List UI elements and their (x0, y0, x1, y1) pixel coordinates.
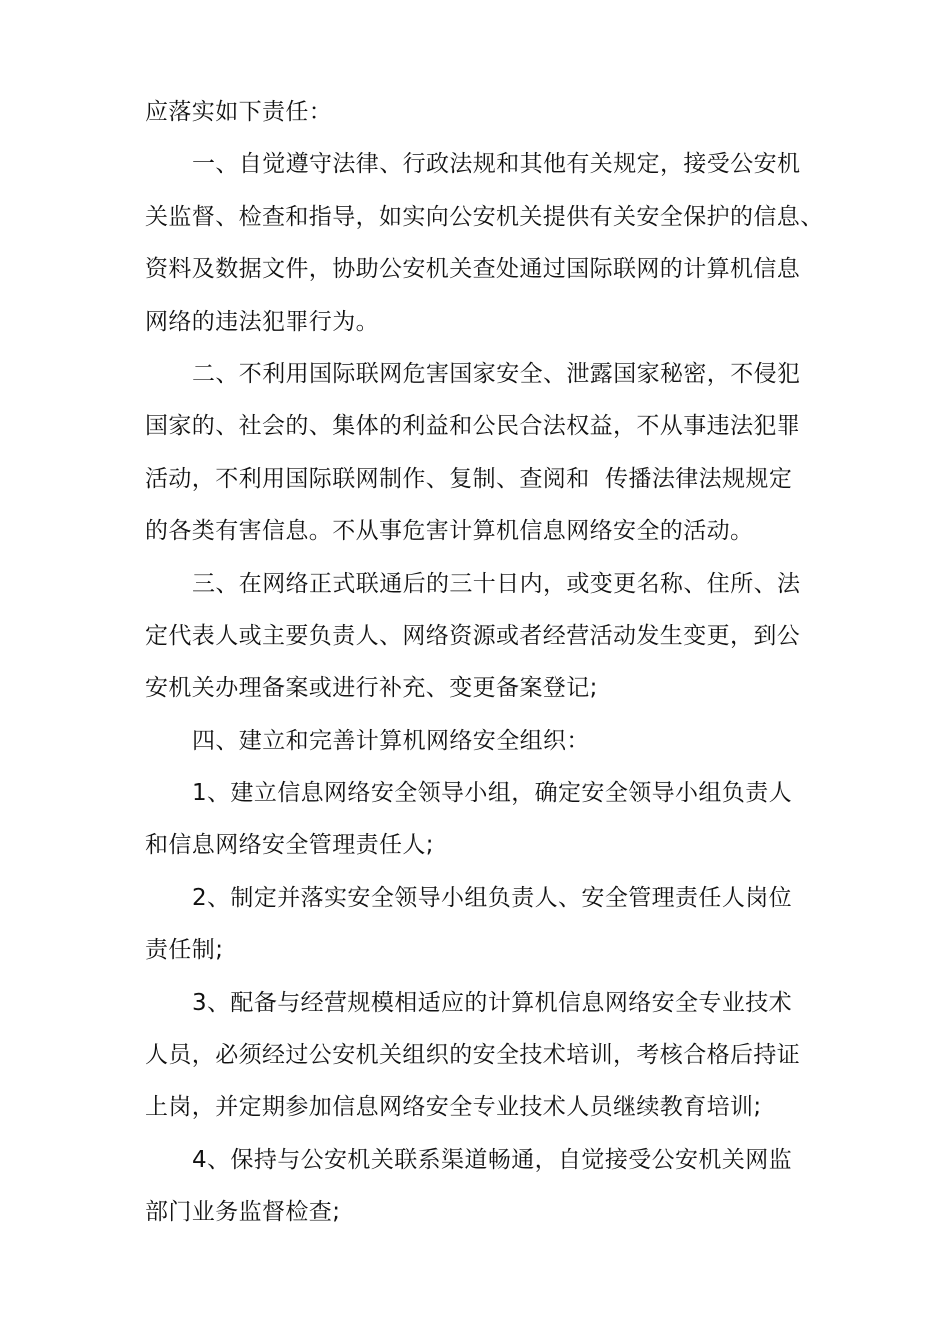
text-line: 人员，必须经过公安机关组织的安全技术培训，考核合格后持证 (145, 1042, 801, 1069)
text-line: 三、在网络正式联通后的三十日内，或变更名称、住所、法 (192, 570, 801, 597)
text-line: 安机关办理备案或进行补充、变更备案登记; (145, 675, 598, 702)
text-line: 资料及数据文件，协助公安机关查处通过国际联网的计算机信息 (145, 256, 801, 283)
text-line: 网络的违法犯罪行为。 (145, 308, 379, 335)
text-line: 3、配备与经营规模相适应的计算机信息网络安全专业技术 (192, 989, 793, 1016)
text-line: 四、建立和完善计算机网络安全组织： (192, 727, 590, 754)
text-line: 责任制; (145, 937, 224, 964)
text-line: 1、建立信息网络安全领导小组，确定安全领导小组负责人 (192, 780, 793, 807)
text-line: 关监督、检查和指导，如实向公安机关提供有关安全保护的信息、 (145, 203, 824, 230)
text-line: 活动，不利用国际联网制作、复制、查阅和 传播法律法规规定 (145, 465, 793, 492)
text-line: 上岗，并定期参加信息网络安全专业技术人员继续教育培训; (145, 1094, 762, 1121)
text-line: 定代表人或主要负责人、网络资源或者经营活动发生变更，到公 (145, 622, 801, 649)
text-line: 和信息网络安全管理责任人; (145, 832, 434, 859)
text-line: 二、不利用国际联网危害国家安全、泄露国家秘密，不侵犯 (192, 360, 801, 387)
text-line: 部门业务监督检查; (145, 1199, 341, 1226)
text-line: 的各类有害信息。不从事危害计算机信息网络安全的活动。 (145, 518, 754, 545)
text-line: 2、制定并落实安全领导小组负责人、安全管理责任人岗位 (192, 884, 793, 911)
text-line: 国家的、社会的、集体的利益和公民合法权益，不从事违法犯罪 (145, 413, 801, 440)
text-line: 应落实如下责任： (145, 99, 333, 125)
text-line: 一、自觉遵守法律、行政法规和其他有关规定，接受公安机 (192, 151, 801, 178)
text-line: 4、保持与公安机关联系渠道畅通，自觉接受公安机关网监 (192, 1146, 793, 1173)
document-body (145, 86, 824, 1239)
